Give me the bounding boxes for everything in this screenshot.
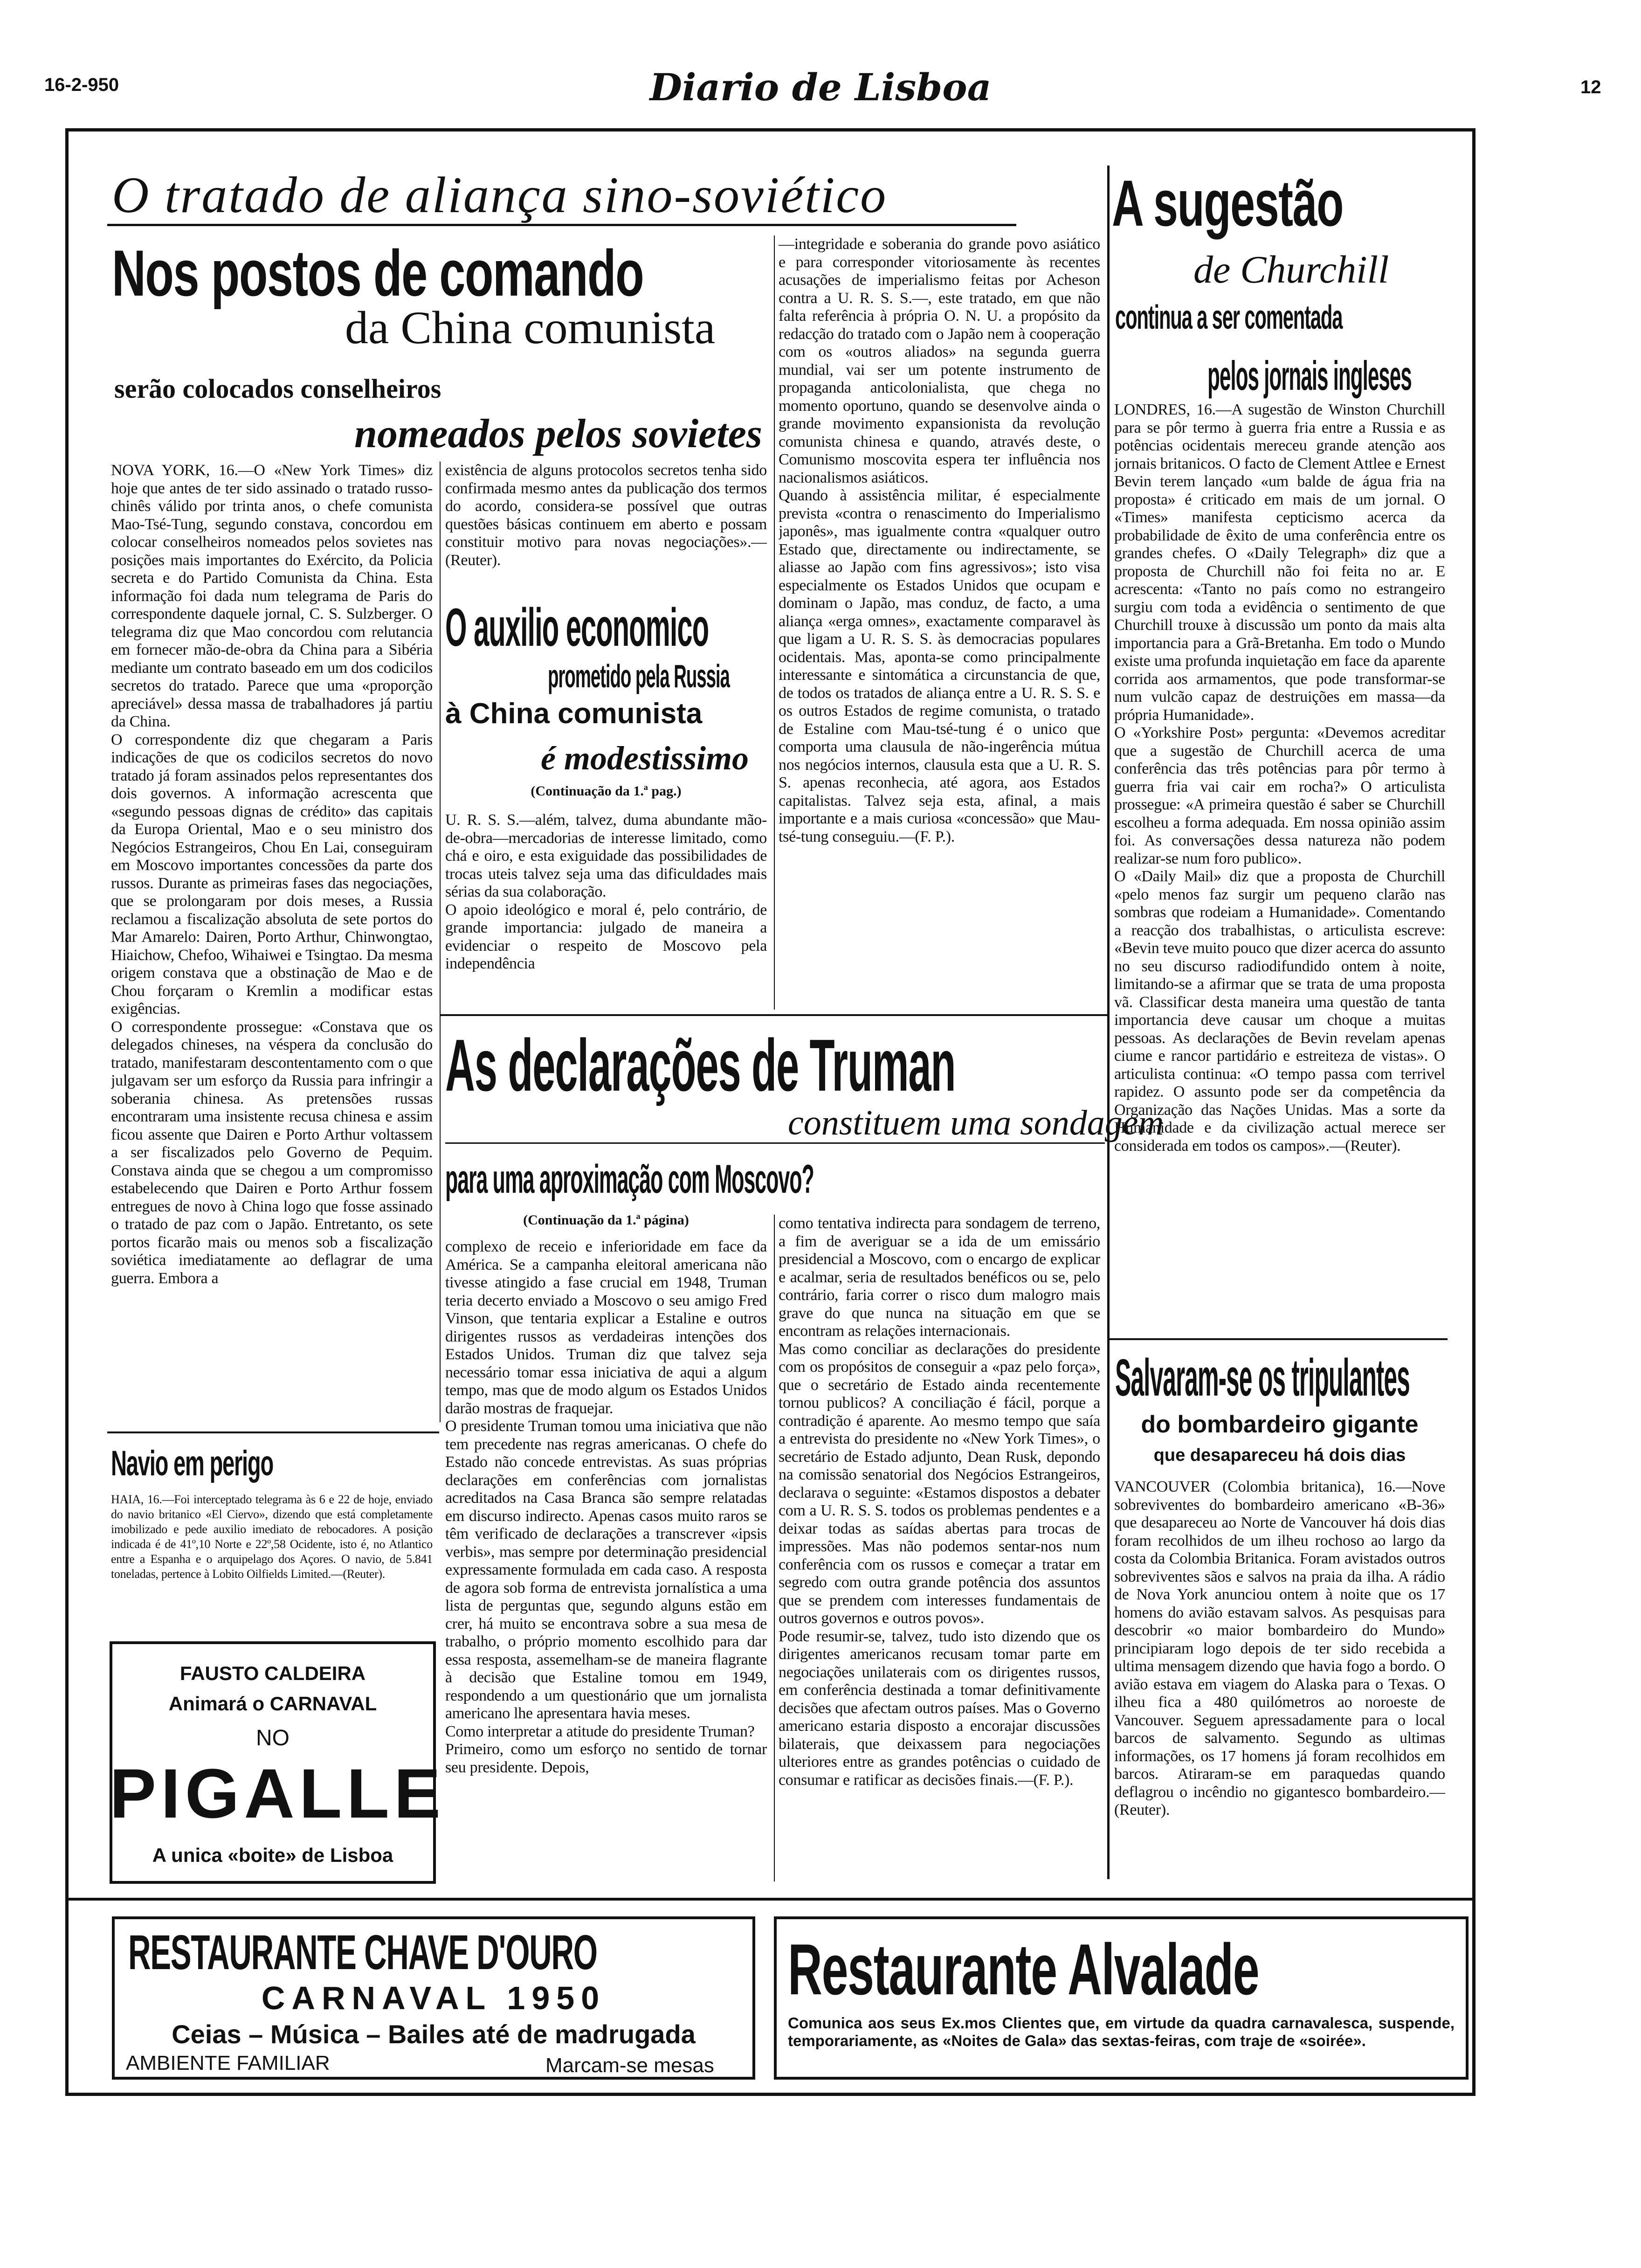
kicker-rule: [107, 224, 1016, 226]
ad-alvalade-line1: Restaurante Alvalade: [788, 1929, 1259, 2010]
section-rule: [1110, 1338, 1448, 1340]
ad-pigalle-line2: Animará o CARNAVAL: [168, 1693, 377, 1715]
ad-chave-line3: Ceias – Música – Bailes até de madrugada: [172, 2019, 696, 2049]
ad-chave-line4: AMBIENTE FAMILIAR: [126, 2052, 330, 2074]
headline-sovietes: nomeados pelos sovietes: [354, 411, 763, 456]
headline-china-comunista: à China comunista: [445, 698, 703, 730]
headline-china: da China comunista: [345, 302, 716, 353]
col-rule: [774, 235, 775, 1010]
headline-modestissimo: é modestissimo: [541, 740, 749, 777]
page-number: 12: [1580, 77, 1601, 97]
auxilio-body: U. R. S. S.—além, talvez, duma abundante mão-de-obra—mercadorias de interesse limitado, como chá e oiro, e esta exiguidade das possibilidades de trocas uteis talvez seja uma das dificuldades mais sérias da sua colaboração. O apoio ideológico e moral é, pelo contrário, de grande importancia: julgado de maneira a evidenciar o respeito de Moscovo pela independência: [445, 811, 767, 972]
navio-body: HAIA, 16.—Foi interceptado telegrama às 6 e 22 de hoje, enviado do navio britanico «El Ciervo», dizendo que está completamente imobilizado e pede auxilio imediato de rebocadores. A posição indicada é de 41º,10 Norte e 22º,58 Ocidente, isto é, no Atlantico entre a Espanha e o arquipelago dos Açores. O navio, de 5.841 toneladas, pertence à Lobito Oilfields Limited.—(Reuter).: [111, 1493, 433, 1581]
ad-chave-line1: RESTAURANTE CHAVE D'OURO: [128, 1925, 597, 1980]
headline-conselheiros: serão colocados conselheiros: [114, 373, 441, 404]
headline-prometido: prometido pela Russia: [548, 658, 730, 694]
section-rule: [107, 1431, 439, 1433]
headline-aproximacao: para uma aproximação com Moscovo?: [445, 1157, 814, 1202]
headline-churchill: de Churchill: [1193, 248, 1389, 291]
headline-truman: As declarações de Truman: [445, 1024, 956, 1106]
ad-pigalle-line3: NO: [256, 1726, 290, 1750]
issue-date: 16-2-950: [44, 75, 119, 95]
ad-alvalade-line2: Comunica aos seus Ex.mos Clientes que, em virtude da quadra carnavalesca, suspende, temporariamente, as «Noites de Gala» das sextas-feiras, com traje de «soirée».: [788, 2014, 1455, 2049]
headline-sondagem: constituem uma sondagem: [788, 1103, 1164, 1142]
ads-rule: [65, 1898, 1476, 1901]
headline-jornais: pelos jornais ingleses: [1207, 353, 1412, 399]
headline-tripulantes: Salvaram-se os tripulantes: [1115, 1348, 1410, 1407]
kicker-tratado: O tratado de aliança sino-soviético: [112, 166, 888, 223]
headline-navio: Navio em perigo: [111, 1444, 273, 1483]
right-rule: [1107, 166, 1110, 1879]
ad-pigalle-line4: PIGALLE: [110, 1754, 446, 1832]
headline-bombardeiro: do bombardeiro gigante: [1141, 1411, 1419, 1438]
headline-desapareceu: que desapareceu há dois dias: [1153, 1445, 1406, 1465]
col-rule: [774, 1215, 775, 1881]
col-rule: [440, 462, 441, 1422]
ad-pigalle-line1: FAUSTO CALDEIRA: [179, 1662, 366, 1684]
headline-postos: Nos postos de comando: [112, 236, 644, 310]
section-rule: [441, 1014, 1107, 1016]
ad-pigalle-line5: A unica «boite» de Lisboa: [152, 1844, 393, 1866]
headline-continua: continua a ser comentada: [1115, 299, 1343, 336]
truman-col1: complexo de receio e inferioridade em face da América. Se a campanha eleitoral americana não tivesse atingido a fase crucial em 1948, Truman teria decerto enviado a Moscovo o seu amigo Fred Vinson, que tentaria explicar a Estaline e outros dirigentes russos as verdadeiras intenções dos Estados Unidos. Truman diz que talvez seja necessário tomar essa iniciativa de aqui a algum tempo, mas que de modo algum os Estados Unidos darão mostras de fraquejar. O presidente Truman tomou uma iniciativa que não tem precedente nas regras americanas. O chefe do Estado não concede entrevistas. As suas próprias declarações em conferências com jornalistas acreditados na Casa Branca são sempre relatadas em discurso indirecto. Apenas casos muito raros se têm verificado de declarações a transcrever «ipsis verbis», mas sempre por determinação presidencial expressamente formulada em cada caso. A resposta de agora sob forma de entrevista jornalística a uma lista de perguntas que, segundo alguns estão em crer, há muito se encontrava sobre a sua mesa de trabalho, o próprio momento escolhido para dar essa resposta, assemelham-se de maneira flagrante à decisão que Estaline tomou em 1949, respondendo a um questionário que um jornalista americano lhe apresentara havia meses. Como interpretar a atitude do presidente Truman? Primeiro, como um esforço no sentido de tornar seu presidente. Depois,: [445, 1238, 767, 1776]
tratado-col3: —integridade e soberania do grande povo asiático e para corresponder vitoriosamente às recentes acusações de imperialismo feitas por Acheson contra a U. R. S. S.—, este tratado, em que não falta referência à própria O. N. U. a propósito da redacção do tratado com o Japão nem à cooperação com os «outros aliados» na segunda guerra mundial, vai ser um potente instrumento de propaganda anticolonialista, que chega no momento oportuno, quando se desenvolve ainda o grande movimento expansionista da revolução comunista chinesa e quando, através deste, o Comunismo moscovita espera ter influência nos nacionalismos asiáticos. Quando à assistência militar, é especialmente prevista «contra o renascimento do Imperialismo japonês», mas igualmente contra «qualquer outro Estado que, directamente ou indirectamente, se aliasse ao Japão com fins agressivos»; isto visa especialmente os Estados Unidos que ocupam e dominam o Japão, mas conduz, de facto, a uma aliança «erga omnes», exactamente comparavel às que ligam a U. R. S. S. às democracias populares ocidentais. Mas, aponta-se como principalmente interessante e sintomática a circunstancia de que, de todos os tratados de aliança entre a U. R. S. S. e os outros Estados de regime comunista, o tratado de Estaline com Mau-tsé-tung é o unico que comporta uma clausula de não-ingerência mútua nos negócios internos, clausula esta que a U. R. S. S. apenas reconhecia, até agora, aos Estados capitalistas. Talvez seja esta, afinal, a mais importante e a mais curiosa «concessão» que Mau-tsé-tung conseguiu.—(F. P.).: [779, 235, 1100, 845]
tratado-col1: NOVA YORK, 16.—O «New York Times» diz hoje que antes de ter sido assinado o tratado russo-chinês válido por trinta anos, o chefe comunista Mao-Tsé-Tung, segundo constava, concordou em colocar conselheiros nomeados pelos sovietes nas posições mais importantes do Exército, da Policia secreta e do Partido Comunista da China. Esta informação foi dada num telegrama de Paris do correspondente daquele jornal, C. S. Sulzberger. O telegrama diz que Mao concordou com relutancia em fornecer mão-de-obra da China para a Sibéria mediante um contrato baseado em um dos codicilos secretos do tratado. Parece que uma «proporção apreciável» dessa massa de trabalhadores já partiu da China. O correspondente diz que chegaram a Paris indicações de que os codicilos secretos do novo tratado já foram assinados pelos representantes dos dois governos. A informação acrescenta que «segundo pessoas dignas de crédito» das capitais da Europa Oriental, Mao e o seu ministro dos Negócios Estrangeiros, Chou En Lai, conseguiram em Moscovo importantes concessões da parte dos russos. Durante as primeiras fases das negociações, que se prolongaram por dois meses, a Russia reclamou a fiscalização absoluta de sete portos do Mar Amarelo: Dairen, Porto Arthur, Chinwongtao, Hiaichow, Chefoo, Wihaiwei e Tsingtao. Da mesma origem constava que a obstinação de Mao e de Chou forçaram o Kremlin a modificar estas exigências. O correspondente prossegue: «Constava que os delegados chineses, na véspera da conclusão do tratado, manifestaram descontentamento com o que julgavam ser um esforço da Russia para infringir a soberania chinesa. As pretensões russas encontraram uma insistente recusa chinesa e assim ficou assente que Dairen e Porto Arthur voltassem a ser fiscalizados pelo Governo de Pequim. Constava ainda que se chegou a um compromisso estabelecendo que Dairen e Porto Arthur fossem entregues de novo à China logo que fosse assinado o tratado de paz com o Japão. Entretanto, os sete portos ficarão mais ou menos sob a fiscalização soviética imediatamente ao deflagrar de uma guerra. Embora a: [111, 462, 433, 1287]
headline-auxilio: O auxilio economico: [445, 598, 709, 657]
ad-chave-line5: Marcam-se mesas: [545, 2054, 714, 2077]
sugestao-body: LONDRES, 16.—A sugestão de Winston Churchill para se pôr termo à guerra fria entre a Russia e as potências ocidentais mereceu grande atenção aos jornais britanicos. O facto de Clement Attlee e Ernest Bevin terem lançado «um balde de água fria na proposta» é criticado em mais de um jornal. O «Times» manifesta cepticismo acerca da probabilidade de êxito de uma conferência entre os grandes chefes. O «Daily Telegraph» diz que a proposta de Churchill não foi feita no ar. E acrescenta: «Tanto no país como no estrangeiro surgiu com toda a evidência o sentimento de que Churchill trouxe à discussão um ponto da mais alta importancia para a Grã-Bretanha. Em todo o Mundo existe uma profunda inquietação em face da aparente corrida aos armamentos, que pode transformar-se num vulcão capaz de destruições em massa—da própria Humanidade». O «Yorkshire Post» pergunta: «Devemos acreditar que a sugestão de Churchill acerca de uma conferência das três potências para pôr termo à guerra fria vai cair em rocha?» O articulista prossegue: «A primeira questão é saber se Churchill escolheu a forma adequada. Em nossa opinião assim foi. As conversações dessa natureza não podem realizar-se num foro publico». O «Daily Mail» diz que a proposta de Churchill «pelo menos faz surgir um pequeno clarão nas sombras que rodeiam a Humanidade». Comentando a reacção dos trabalhistas, o articulista escreve: «Bevin teve muito pouco que dizer acerca do assunto no seu discurso radiodifundido ontem à noite, limitando-se a afirmar que se trata de uma proposta vã. Classificar desta maneira uma questão de tanta importancia deve causar um choque a muitas pessoas. As declarações de Bevin revelam apenas ciume e rancor partidário e estreiteza de vistas». O articulista continua: «O tempo passa com terrivel rapidez. O assunto pode ser da competência da Organização das Nações Unidas. Mas a sorte da Humanidade e da civilização actual merece ser considerada em todos os campos».—(Reuter).: [1114, 401, 1445, 1155]
sondagem-rule: [445, 1142, 1105, 1144]
newspaper-title: Diario de Lisboa: [649, 65, 992, 109]
tratado-col2: existência de alguns protocolos secretos tenha sido confirmada mesmo antes da publicação dos termos do acordo, considera-se possível que outras questões básicas continuem em aberto e possam constituir motivo para novas negociações».—(Reuter).: [445, 462, 767, 569]
continuation-note: (Continuação da 1.ª pag.): [531, 783, 682, 799]
truman-col2: como tentativa indirecta para sondagem de terreno, a fim de averiguar se a ida de um emissário presidencial a Moscovo, com o encargo de explicar e acalmar, seria de resultados benéficos ou se, pelo contrário, faria correr o risco dum malogro mais grave do que nunca na situação em que se encontram as relações internacionais. Mas como conciliar as declarações do presidente com os propósitos de conseguir a «paz pelo força», que o secretário de Estado ainda recentemente tornou publicos? A conciliação é fácil, porque a contradição é aparente. Ao mesmo tempo que saía a entrevista do presidente no «New York Times», o secretário de Estado adjunto, Dean Rusk, depondo na comissão senatorial dos Negócios Estrangeiros, declarava o seguinte: «Estamos dispostos a debater com a U. R. S. S. todos os problemas pendentes e a deixar todas as saídas abertas para trocas de impressões. Mas não podemos sentar-nos num conferência com os russos e começar a tratar em segredo com outra grande potência dos assuntos que se prendem com interesses fundamentais de outros governos e outros povos». Pode resumir-se, talvez, tudo isto dizendo que os dirigentes americanos recusam tomar parte em negociações unilaterais com os dirigentes russos, em conferência destinada a tomar definitivamente decisões que afectam outros países. Mas o Governo americano estaria disposto a encorajar discussões bilaterais, que deixassem para negociações ulteriores entre as grandes potências o cuidado de consumar e ratificar as decisões finais.—(F. P.).: [779, 1215, 1100, 1789]
ad-chave-line2: CARNAVAL 1950: [261, 1980, 606, 2016]
tripulantes-body: VANCOUVER (Colombia britanica), 16.—Nove sobreviventes do bombardeiro americano «B-36» que desapareceu ao Norte de Vancouver há dois dias foram recolhidos de um ilheu rochoso ao largo da costa da Colombia Britanica. Foram avistados outros sobreviventes sãos e salvos na praia da ilha. A rádio de Nova York anunciou ontem à noite que os 17 homens do avião estavam salvos. As pesquisas para descobrir «o maior bombardeiro do Mundo» principiaram logo depois de ter sido recebida a ultima mensagem dizendo que havia fogo a bordo. O avião estava em viagem do Alaska para o Texas. O ilheu fica a 480 quilómetros ao noroeste de Vancouver. Seguem apressadamente para o local barcos de salvamento. Segundo as ultimas informações, os 17 homens já foram recolhidos em barcos. Atiraram-se em paraquedas quando deflagrou o incêndio no gigantesco bombardeiro.—(Reuter).: [1114, 1478, 1445, 1819]
headline-sugestao: A sugestão: [1112, 166, 1344, 240]
continuation-note: (Continuação da 1.ª página): [523, 1212, 689, 1228]
